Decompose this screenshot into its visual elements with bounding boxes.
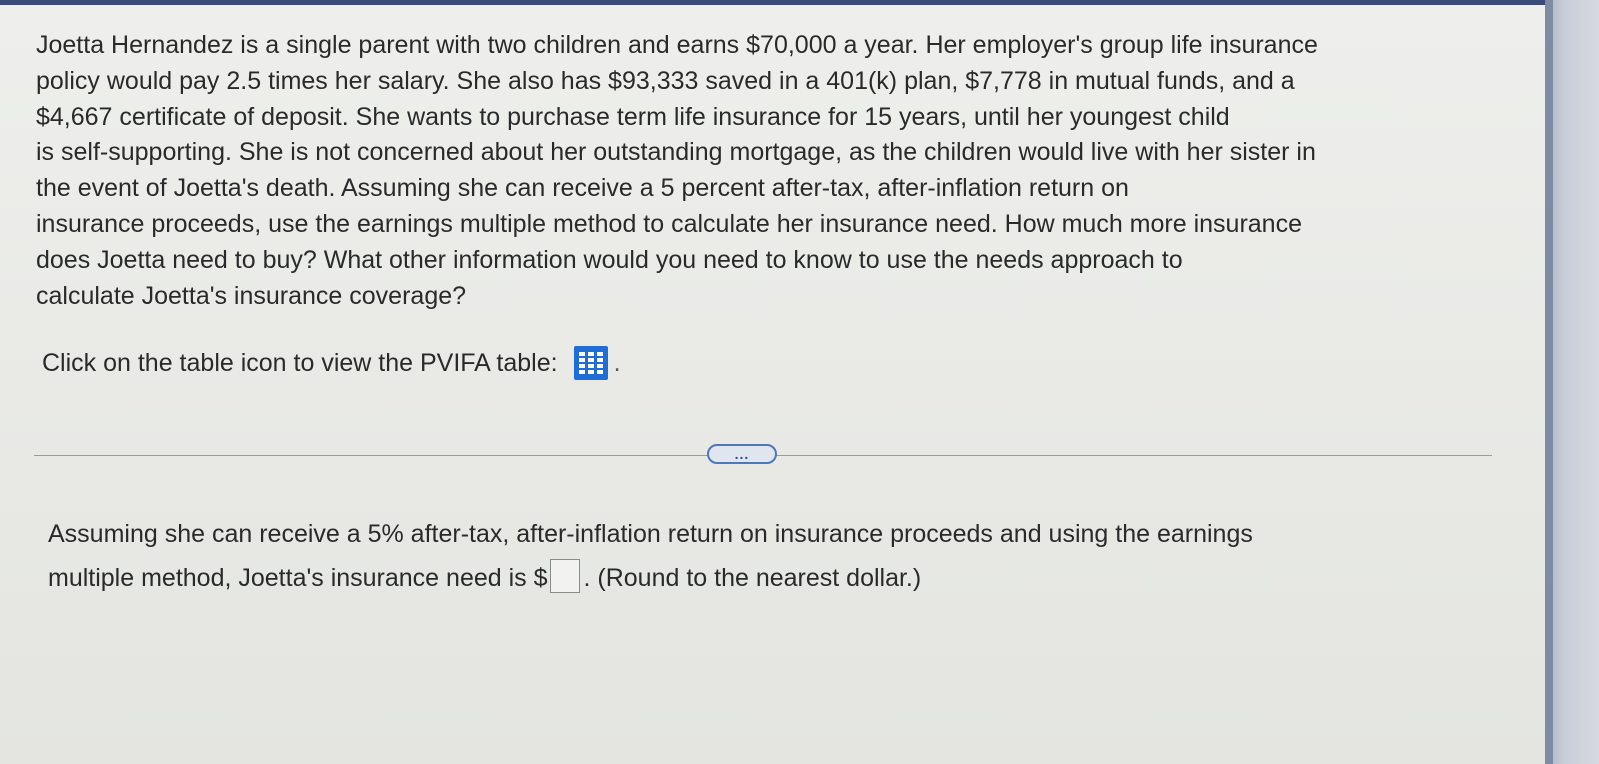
question-line-2 xyxy=(48,556,1253,600)
question-prompt xyxy=(48,512,1253,600)
pvifa-table-label: Click on the table icon to view the PVIFA table: xyxy=(42,349,558,377)
table-icon[interactable] xyxy=(574,346,608,380)
pvifa-table-prompt xyxy=(42,346,621,380)
right-scroll-edge[interactable] xyxy=(1545,0,1599,764)
problem-line: $4,667 certificate of deposit. She wants to purchase term life insurance for 15 years, until her youngest child xyxy=(36,102,1230,131)
insurance-need-input[interactable] xyxy=(550,559,580,593)
problem-line: does Joetta need to buy? What other information would you need to know to use the needs approach to xyxy=(36,245,1183,274)
expand-more-button[interactable] xyxy=(707,444,777,464)
expand-more-label: ... xyxy=(734,446,750,462)
question-line-2-prefix: multiple method, Joetta's insurance need is $ xyxy=(48,564,548,592)
problem-line: is self-supporting. She is not concerned about her outstanding mortgage, as the children would live with her sister in xyxy=(36,138,1316,167)
question-line-2-suffix: . (Round to the nearest dollar.) xyxy=(583,564,922,592)
table-grid-icon xyxy=(579,352,603,374)
problem-line: Joetta Hernandez is a single parent with two children and earns $70,000 a year. Her employer's group life insurance xyxy=(36,31,1318,59)
question-line-1: Assuming she can receive a 5% after-tax, after-inflation return on insurance proceeds and using the earnings xyxy=(48,520,1253,548)
pvifa-trailing-period: . xyxy=(613,349,621,377)
problem-line: policy would pay 2.5 times her salary. She also has $93,333 saved in a 401(k) plan, $7,778 in mutual funds, and a xyxy=(36,66,1295,95)
problem-line: the event of Joetta's death. Assuming she can receive a 5 percent after-tax, after-inflation return on xyxy=(36,174,1129,203)
problem-line: calculate Joetta's insurance coverage? xyxy=(36,281,467,310)
problem-statement xyxy=(36,28,1506,314)
right-scroll-edge-inner xyxy=(1545,0,1553,764)
problem-line: insurance proceeds, use the earnings multiple method to calculate her insurance need. How much more insurance xyxy=(36,209,1302,238)
